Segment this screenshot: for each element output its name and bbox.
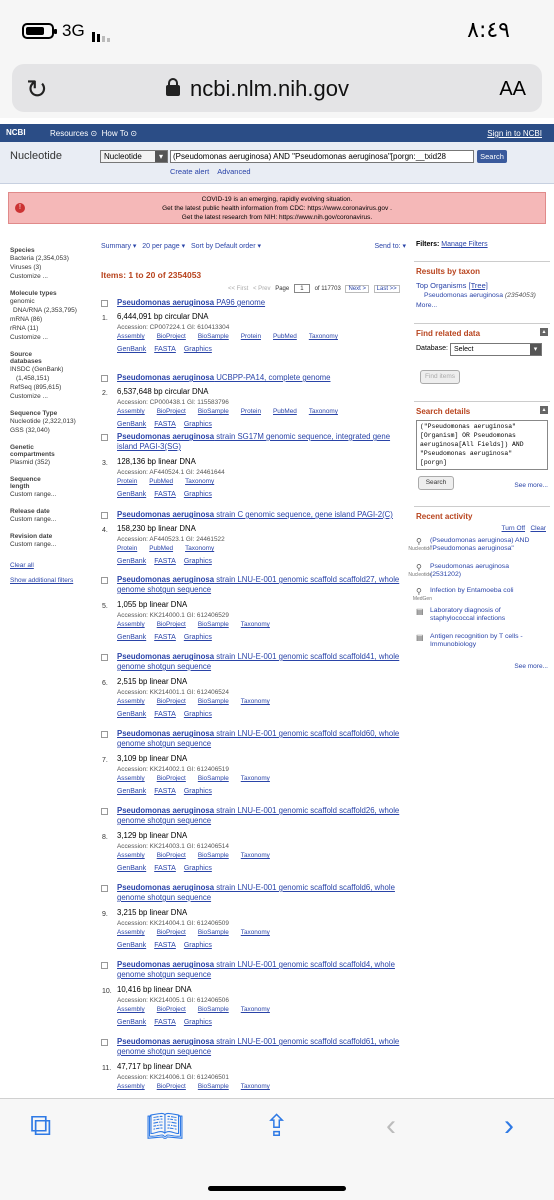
lock-icon [166,78,180,96]
top-organisms-link[interactable]: Top Organisms [416,281,467,290]
query-details-textarea[interactable]: ("Pseudomonas aeruginosa" [Organism] OR Pseudomonas aeruginosa[All Fields]) AND "Pseudomonas aeruginosa" [porgn] [416,420,548,470]
perpage-dropdown[interactable]: 20 per page ▾ [142,243,186,250]
filter-item[interactable]: Plasmid (352) [10,459,51,466]
result-description: 3,109 bp linear DNA [117,754,188,763]
summary-dropdown[interactable]: Summary ▾ [101,243,137,250]
format-link[interactable]: Graphics [183,788,212,795]
ncbi-top-bar: NCBI Resources ⊙ How To ⊙ Sign in to NCBI [0,124,554,142]
format-link[interactable]: GenBank [117,346,147,353]
filter-item[interactable]: Bacteria (2,354,053) [10,255,69,262]
result-accession: Accession: AF440524.1 GI: 24461644 [117,469,225,476]
format-link[interactable]: GenBank [117,421,147,428]
tabs-icon[interactable]: ⧉ [30,1109,52,1142]
result-checkbox[interactable] [101,731,108,738]
related-link[interactable]: Assembly [117,333,145,340]
related-link[interactable]: Assembly [117,408,145,415]
format-link[interactable]: FASTA [154,942,176,949]
result-checkbox[interactable] [101,962,108,969]
filter-item[interactable]: rRNA (11) [10,325,39,332]
related-link[interactable]: Taxonomy [240,929,270,936]
result-number: 11. [102,1065,112,1072]
result-description: 47,717 bp linear DNA [117,1062,192,1071]
results-toolbar [101,242,406,250]
filter-item[interactable]: Custom range... [10,541,57,548]
format-link[interactable]: FASTA [154,711,176,718]
result-number: 7. [102,757,108,764]
page-of: of 117703 [314,286,341,292]
filter-heading: Species [10,247,35,254]
filter-heading: Release date [10,508,50,515]
database-select[interactable]: Nucleotide ▾ [100,150,168,163]
see-more-link[interactable]: See more... [514,482,548,489]
format-link[interactable]: GenBank [117,788,147,795]
format-link[interactable]: GenBank [117,634,147,641]
result-description: 6,537,648 bp circular DNA [117,387,209,396]
recent-activity-box: Recent activity Turn Off Clear ⚲ (Pseudomonas aeruginosa) AND "Pseudomonas aeruginosa" Nucleotide ⚲ Pseudomonas aeruginosa (2531202) Nucleotide ⚲ Infection by Entamoeba coli MedGen ▤ Laboratory diagnosis of staphylococcal infections ▤ Antigen recognition by T cells - Immunobiology See more... [414,506,550,676]
document-icon: ▤ [416,633,424,642]
advanced-link[interactable]: Advanced [217,167,251,176]
filter-heading: Source [10,351,33,358]
related-link[interactable]: Assembly [117,852,145,859]
related-link[interactable]: PubMed [273,333,297,340]
format-link[interactable]: Graphics [183,942,212,949]
sendto-dropdown[interactable]: Send to: ▾ [374,243,406,250]
result-number: 9. [102,911,108,918]
result-number: 5. [102,603,108,610]
battery-icon [22,23,54,39]
related-link[interactable]: BioProject [156,698,186,705]
related-link[interactable]: Taxonomy [185,478,215,485]
format-link[interactable]: Graphics [183,421,212,428]
format-link[interactable]: FASTA [154,865,176,872]
filter-heading: databases [10,358,42,365]
related-link[interactable]: BioProject [156,333,186,340]
related-link[interactable]: BioProject [156,852,186,859]
pager [228,284,403,293]
manage-filters-link[interactable]: Manage Filters [441,241,488,248]
related-link[interactable]: Taxonomy [185,545,215,552]
format-link[interactable]: GenBank [117,942,147,949]
related-link[interactable]: BioProject [156,1006,186,1013]
signal-icon [92,24,112,42]
related-link[interactable]: BioSample [197,698,229,705]
result-title-link[interactable]: Pseudomonas aeruginosa UCBPP-PA14, complete genome [117,373,331,382]
related-link[interactable]: Protein [117,545,138,552]
related-link[interactable]: BioProject [156,929,186,936]
related-link[interactable]: BioSample [197,1006,229,1013]
related-link[interactable]: Taxonomy [240,698,270,705]
ncbi-logo[interactable]: NCBI [6,128,26,137]
filter-sidebar [10,241,94,585]
format-link[interactable]: FASTA [154,1019,176,1026]
related-link[interactable]: Taxonomy [240,775,270,782]
format-link[interactable]: GenBank [117,558,147,565]
related-link[interactable]: Assembly [117,698,145,705]
result-description: 2,515 bp linear DNA [117,677,188,686]
filter-item[interactable]: Nucleotide (2,322,013) [10,418,76,425]
format-link[interactable]: Graphics [183,346,212,353]
related-link[interactable]: BioProject [156,775,186,782]
share-icon[interactable]: ⇪ [264,1110,290,1143]
related-link[interactable]: Assembly [117,775,145,782]
result-title-link[interactable]: Pseudomonas aeruginosa strain LNU-E-001 genomic scaffold scaffold61, whole genome shotgun sequence [117,1037,400,1056]
result-accession: Accession: AF440523.1 GI: 24461522 [117,536,225,543]
first-page-button[interactable]: << First [228,286,249,292]
reload-icon[interactable]: ↻ [26,74,48,104]
turn-off-link[interactable]: Turn Off [501,525,526,532]
recent-heading: Recent activity [416,512,473,521]
filter-heading: compartments [10,451,55,458]
result-checkbox[interactable] [101,654,108,661]
url-field[interactable] [12,64,542,112]
format-link[interactable]: Graphics [183,865,212,872]
related-link[interactable]: BioSample [197,1083,229,1090]
covid-line-3[interactable]: Get the latest research from NIH: https://www.nih.gov/coronavirus. [181,214,373,221]
related-link[interactable]: Taxonomy [240,1006,270,1013]
filter-item[interactable]: GSS (32,040) [10,427,50,434]
status-bar [0,0,554,62]
related-link[interactable]: Assembly [117,1006,145,1013]
search-icon: ⚲ [416,563,422,572]
filter-heading: Sequence Type [10,410,58,417]
forward-icon[interactable]: › [504,1109,514,1142]
related-link[interactable]: BioSample [197,852,229,859]
last-page-button[interactable]: Last >> [374,285,400,293]
howto-menu[interactable]: How To [101,129,129,138]
result-accession: Accession: KK214006.1 GI: 612406501 [117,1074,229,1081]
result-number: 3. [102,460,108,467]
result-accession: Accession: KK214004.1 GI: 612406509 [117,920,229,927]
related-link[interactable]: Protein [240,333,261,340]
create-alert-link[interactable]: Create alert [170,167,210,176]
result-accession: Accession: KK214001.1 GI: 612406524 [117,689,229,696]
related-link[interactable]: Assembly [117,929,145,936]
result-title-link[interactable]: Pseudomonas aeruginosa strain LNU-E-001 genomic scaffold scaffold4, whole genome shotgun sequence [117,960,395,979]
result-description: 158,230 bp linear DNA [117,524,196,533]
result-accession: Accession: CP007224.1 GI: 610413304 [117,324,230,331]
details-search-button[interactable]: Search [418,476,454,490]
network-label: 3G [62,21,85,40]
covid-banner [8,192,546,224]
show-filters-link[interactable]: Show additional filters [10,577,74,584]
result-checkbox[interactable] [101,512,108,519]
related-link[interactable]: Taxonomy [240,1083,270,1090]
result-checkbox[interactable] [101,1039,108,1046]
related-link[interactable]: PubMed [273,408,297,415]
result-description: 3,129 bp linear DNA [117,831,188,840]
result-title-link[interactable]: Pseudomonas aeruginosa strain LNU-E-001 genomic scaffold scaffold41, whole genome shotgun sequence [117,652,400,671]
result-number: 8. [102,834,108,841]
result-checkbox[interactable] [101,434,108,441]
filter-heading: Revision date [10,533,53,540]
filter-heading: length [10,483,30,490]
result-checkbox[interactable] [101,375,108,382]
clock: ٨:٤٩ [467,18,510,43]
format-link[interactable]: FASTA [154,634,176,641]
result-number: 4. [102,527,108,534]
related-link[interactable]: Taxonomy [240,852,270,859]
format-link[interactable]: GenBank [117,491,147,498]
result-title-link[interactable]: Pseudomonas aeruginosa strain SG17M genomic sequence, integrated gene island PAGI-3(SG) [117,432,391,451]
result-number: 10. [102,988,112,995]
result-accession: Accession: KK214005.1 GI: 612406506 [117,997,229,1004]
related-link[interactable]: BioSample [197,408,229,415]
page-label: Page [275,286,290,292]
related-link[interactable]: Assembly [117,621,145,628]
related-box [414,323,550,393]
result-description: 3,215 bp linear DNA [117,908,188,917]
bottom-toolbar [0,1098,554,1200]
back-icon[interactable]: ‹ [386,1109,396,1142]
filter-item[interactable]: INSDC (GenBank) [10,366,64,373]
result-checkbox[interactable] [101,808,108,815]
format-link[interactable]: FASTA [154,558,176,565]
covid-line-2[interactable]: Get the latest public health information from CDC: https://www.coronavirus.gov . [162,205,392,212]
covid-line-1: COVID-19 is an emerging, rapidly evolving situation. [201,196,353,203]
related-link[interactable]: BioSample [197,929,229,936]
filter-item[interactable]: (1,458,151) [16,375,50,382]
more-link[interactable]: More... [416,302,438,309]
search-bar [0,142,554,184]
related-database-select[interactable]: Select ▾ [450,343,542,356]
result-accession: Accession: KK214002.1 GI: 612406519 [117,766,229,773]
related-link[interactable]: Taxonomy [308,408,338,415]
filter-item[interactable]: Viruses (3) [10,264,42,271]
home-indicator [208,1186,346,1191]
resources-menu[interactable]: Resources [50,129,89,138]
related-link[interactable]: BioProject [156,408,186,415]
result-checkbox[interactable] [101,300,108,307]
result-description: 6,444,091 bp circular DNA [117,312,209,321]
filter-item[interactable]: Customize ... [10,273,48,280]
related-link[interactable]: BioSample [197,775,229,782]
signin-link[interactable]: Sign in to NCBI [487,129,542,138]
format-link[interactable]: GenBank [117,711,147,718]
document-icon: ▤ [416,607,424,616]
related-link[interactable]: Taxonomy [308,333,338,340]
clear-link[interactable]: Clear [530,525,546,532]
address-bar [0,62,554,118]
format-link[interactable]: FASTA [154,788,176,795]
result-number: 2. [102,390,108,397]
related-link[interactable]: PubMed [149,478,174,485]
related-link[interactable]: BioProject [156,1083,186,1090]
database-title: Nucleotide [10,150,62,162]
format-link[interactable]: Graphics [183,1019,212,1026]
bookmarks-icon[interactable]: 📖︎ [146,1110,185,1143]
tree-link[interactable]: [Tree] [468,281,488,290]
filter-item[interactable]: Custom range... [10,491,57,498]
related-link[interactable]: BioSample [197,621,229,628]
clear-all-link[interactable]: Clear all [10,562,34,569]
collapse-icon[interactable]: ▴ [540,328,548,336]
format-link[interactable]: FASTA [154,346,176,353]
search-input[interactable]: (Pseudomonas aeruginosa) AND "Pseudomonas aeruginosa"[porgn:__txid28 [170,150,474,163]
collapse-icon[interactable]: ▴ [540,406,548,414]
result-number: 1. [102,315,108,322]
prev-page-button[interactable]: < Prev [253,286,271,292]
filter-item[interactable]: Custom range... [10,516,57,523]
filter-item[interactable]: Customize ... [10,334,48,341]
result-checkbox[interactable] [101,885,108,892]
related-heading: Find related data [416,329,481,338]
database-label: Database: [416,345,448,352]
filter-item[interactable]: RefSeq (895,615) [10,384,62,391]
result-number: 6. [102,680,108,687]
result-title-link[interactable]: Pseudomonas aeruginosa strain C genomic sequence, gene island PAGI-2(C) [117,510,393,519]
sort-dropdown[interactable]: Sort by Default order ▾ [190,243,261,250]
result-title-link[interactable]: Pseudomonas aeruginosa strain LNU-E-001 genomic scaffold scaffold27, whole genome shotgun sequence [117,575,400,594]
related-link[interactable]: BioProject [156,621,186,628]
taxon-count: (2354053) [504,292,536,299]
search-icon: ⚲ [416,537,422,546]
format-link[interactable]: Graphics [183,711,212,718]
format-link[interactable]: GenBank [117,1019,147,1026]
filter-item[interactable]: DNA/RNA (2,353,795) [13,307,77,314]
taxon-heading: Results by taxon [416,267,481,276]
format-link[interactable]: Graphics [183,558,212,565]
format-link[interactable]: Graphics [183,491,212,498]
url-text[interactable]: ncbi.nlm.nih.gov [190,76,349,101]
result-title-link[interactable]: Pseudomonas aeruginosa strain LNU-E-001 genomic scaffold scaffold26, whole genome shotgun sequence [117,806,400,825]
filter-heading: Sequence [10,476,41,483]
format-link[interactable]: Graphics [183,634,212,641]
result-title-link[interactable]: Pseudomonas aeruginosa strain LNU-E-001 genomic scaffold scaffold60, whole genome shotgun sequence [117,729,400,748]
filter-item[interactable]: mRNA (86) [10,316,43,323]
format-link[interactable]: GenBank [117,865,147,872]
filter-heading: Molecule types [10,290,57,297]
filter-item[interactable]: genomic [10,298,35,305]
result-description: 10,416 bp linear DNA [117,985,192,994]
find-items-button[interactable]: Find items [420,370,460,384]
result-accession: Accession: KK214003.1 GI: 612406514 [117,843,229,850]
next-page-button[interactable]: Next > [345,285,369,293]
result-title-link[interactable]: Pseudomonas aeruginosa PA96 genome [117,298,266,307]
details-box [414,401,550,501]
filter-item[interactable]: Customize ... [10,393,48,400]
result-title-link[interactable]: Pseudomonas aeruginosa strain LNU-E-001 genomic scaffold scaffold6, whole genome shotgun sequence [117,883,395,902]
result-description: 1,055 bp linear DNA [117,600,188,609]
related-link[interactable]: Protein [117,478,138,485]
result-accession: Accession: CP000438.1 GI: 115583796 [117,399,229,406]
text-size-button[interactable]: AA [499,78,526,100]
format-link[interactable]: FASTA [154,421,176,428]
taxon-item[interactable]: Pseudomonas aeruginosa [424,292,503,299]
related-link[interactable]: BioSample [197,333,229,340]
related-link[interactable]: Protein [240,408,261,415]
result-checkbox[interactable] [101,577,108,584]
result-accession: Accession: KK214000.1 GI: 612406529 [117,612,229,619]
filters-label: Filters: [416,241,440,248]
filter-heading: Genetic [10,444,34,451]
related-link[interactable]: PubMed [149,545,174,552]
details-heading: Search details [416,407,471,416]
alert-icon: ! [15,203,25,213]
search-button[interactable]: Search [477,150,507,163]
taxon-box [414,261,550,329]
see-more-link[interactable]: See more... [514,663,548,670]
result-description: 128,136 bp linear DNA [117,457,196,466]
page-input[interactable]: 1 [294,284,310,293]
related-link[interactable]: Taxonomy [240,621,270,628]
format-link[interactable]: FASTA [154,491,176,498]
related-link[interactable]: Assembly [117,1083,145,1090]
items-count: Items: 1 to 20 of 2354053 [101,270,202,280]
search-icon: ⚲ [416,587,422,596]
